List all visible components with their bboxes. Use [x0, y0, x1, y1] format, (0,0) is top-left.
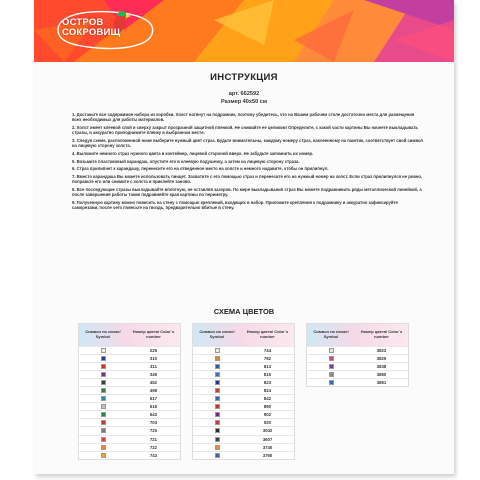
color-number: 720: [149, 428, 158, 434]
symbol-cell: [79, 387, 127, 394]
table-row: [193, 418, 294, 426]
instruction-step: 8. Все последующие стразы выкладывайте вплотную, не оставляя зазоров. По мере выкладывания страз Вы можете подравнивать ряды металлической линейкой, а после завершения работы также подравняйте края картины по периметру.: [72, 187, 422, 198]
dark-square-icon: [215, 428, 220, 433]
dot-icon: [215, 348, 220, 353]
table-row: [79, 402, 180, 410]
product-size: Размер 40x50 см: [220, 99, 268, 105]
instruction-step: 1. Достаньте все содержимое набора из коробки. Холст натянут на подрамник, поэтому убедитесь, что на Вашем рабочем столе достаточно места для размещения всех необходимых для работы материалов.: [72, 112, 415, 123]
purple-square-icon: [215, 412, 220, 417]
color-table-1: [78, 323, 181, 460]
color-number: 452: [149, 380, 158, 386]
symbol-cell: [193, 347, 241, 354]
document-title: ИНСТРУКЦИЯ: [210, 72, 278, 83]
red-square-icon: [101, 437, 106, 442]
green-square-icon: [101, 412, 106, 417]
symbol-cell: [193, 363, 241, 370]
color-table-2: [192, 323, 295, 460]
blue-square-icon: [215, 453, 220, 458]
symbol-cell: [193, 387, 241, 394]
table-row: [79, 378, 180, 386]
table-row: [193, 426, 294, 434]
color-number: 3825: [376, 356, 387, 362]
red-square-icon: [215, 388, 220, 393]
brand-logo: [52, 4, 162, 58]
table-row: [79, 435, 180, 443]
instructions-list: [72, 112, 424, 213]
table-row: [79, 370, 180, 378]
symbol-cell: [193, 452, 241, 459]
table-row: [193, 386, 294, 394]
symbol-cell: [79, 379, 127, 386]
table-row: [79, 346, 180, 354]
color-number: 920: [263, 420, 272, 426]
color-number: 902: [263, 412, 272, 418]
color-number: 722: [149, 444, 158, 450]
table-row: [79, 362, 180, 370]
table-row: [307, 362, 408, 370]
table-row: [79, 443, 180, 451]
color-number: 498: [149, 388, 158, 394]
orange-square-icon: [215, 445, 220, 450]
dark-square-icon: [101, 380, 106, 385]
instruction-step: 3. Следуя схеме, расположенной ниже выберите нужный цвет страз. Будьте внимательны, каждому номеру страз, наклеенному на пакетик, соответствует свой символ на лицевую сторону холста.: [72, 137, 424, 149]
article-info: [34, 90, 454, 106]
number-column-header: Номер цвета/ Color`s number: [127, 324, 180, 346]
symbol-cell: [79, 444, 127, 451]
symbol-cell: [79, 411, 127, 418]
gray-square-icon: [101, 428, 106, 433]
table-row: [79, 418, 180, 426]
symbol-cell: [307, 347, 355, 354]
blue-square-icon: [101, 356, 106, 361]
color-number: 3042: [262, 428, 273, 434]
color-number: 744: [263, 348, 272, 354]
symbol-cell: [79, 403, 127, 410]
blue-square-icon: [215, 372, 220, 377]
color-number: 721: [149, 436, 158, 442]
table-row: [307, 378, 408, 386]
color-number: 518: [149, 404, 158, 410]
color-number: 310: [149, 356, 158, 362]
symbol-column-header: Символ на схеме/ Symbol: [307, 324, 355, 346]
p-letter-icon: [329, 348, 334, 353]
symbol-cell: [193, 371, 241, 378]
color-scheme-title: СХЕМА ЦВЕТОВ: [213, 307, 275, 316]
symbol-cell: [307, 371, 355, 378]
symbol-cell: [79, 436, 127, 443]
color-number: 824: [263, 388, 272, 394]
table-row: [193, 443, 294, 451]
symbol-cell: [193, 379, 241, 386]
instruction-step: 7. Вместо карандаша Вы можете использовать пинцет. Захватите с его помощью страз и перенесите его на нужный номер на холст. Если страз прилипнулся не ровно, поправьте его или снимите с холста и приклейте заново.: [72, 174, 423, 185]
color-number: 743: [149, 452, 158, 458]
dark-square-icon: [215, 437, 220, 442]
symbol-cell: [193, 419, 241, 426]
blue-square-icon: [215, 396, 220, 401]
symbol-column-header: Символ на схеме/ Symbol: [193, 324, 241, 346]
color-number: 517: [149, 396, 158, 402]
table-row: [193, 402, 294, 410]
blue-square-icon: [215, 380, 220, 385]
symbol-cell: [79, 395, 127, 402]
table-row: [307, 370, 408, 378]
color-number: 543: [149, 412, 158, 418]
color-number: 792: [263, 356, 272, 362]
table-row: [307, 346, 408, 354]
s-letter-icon: [101, 348, 106, 353]
table-row: [79, 394, 180, 402]
color-number: 3607: [262, 436, 273, 442]
table-row: [193, 354, 294, 362]
table-row: [193, 370, 294, 378]
symbol-cell: [193, 444, 241, 451]
color-number: 225: [149, 348, 158, 354]
table-header: [193, 324, 294, 346]
color-number: 3760: [262, 452, 273, 458]
symbol-column-header: Символ на схеме/ Symbol: [79, 324, 127, 346]
symbol-cell: [79, 347, 127, 354]
color-number: 842: [263, 396, 272, 402]
purple-square-icon: [101, 372, 106, 377]
orange-square-icon: [101, 453, 106, 458]
article-number: арт. 662592: [228, 91, 260, 97]
table-header: [307, 324, 408, 346]
table-header: [79, 324, 180, 346]
instruction-step: 4. Выложите немного страз нужного цвета в контейнер, лицевой стороной вверх. Не забудьте запомнить их номер.: [72, 150, 314, 156]
color-number: 3860: [376, 372, 387, 378]
red-square-icon: [215, 404, 220, 409]
table-row: [193, 346, 294, 354]
symbol-cell: [79, 371, 127, 378]
brand-name-line1: ОСТРОВ: [62, 17, 104, 28]
color-number: 815: [263, 372, 272, 378]
number-column-header: Номер цвета/ Color`s number: [241, 324, 294, 346]
symbol-cell: [79, 419, 127, 426]
table-row: [79, 451, 180, 459]
instruction-sheet: [34, 0, 454, 474]
color-number: 823: [263, 380, 272, 386]
orange-square-icon: [101, 445, 106, 450]
blue-square-icon: [329, 380, 334, 385]
purple-square-icon: [329, 364, 334, 369]
instruction-step: 5. Возьмите пластиковый карандаш, опустите его в клеевую подушечку, а затем на лицевую сторону страза.: [72, 158, 300, 164]
red-square-icon: [215, 420, 220, 425]
gray-square-icon: [329, 372, 334, 377]
symbol-cell: [193, 403, 241, 410]
table-row: [193, 435, 294, 443]
symbol-cell: [79, 452, 127, 459]
brand-name: [62, 18, 120, 38]
pink-square-icon: [329, 356, 334, 361]
symbol-cell: [307, 355, 355, 362]
color-number: 890: [263, 404, 272, 410]
color-number: 813: [263, 364, 272, 370]
symbol-cell: [79, 427, 127, 434]
table-row: [193, 362, 294, 370]
symbol-cell: [307, 379, 355, 386]
table-row: [79, 426, 180, 434]
color-number: 311: [150, 364, 157, 370]
instruction-step: 9. Полученную картину можно повесить на стену с помощью креплений, входящих в набор. Приложите крепления к подрамнику и аккуратно зафиксируйте саморезами, после чего повесьте на гвоздь, предварительно вбитые в стену.: [72, 199, 398, 211]
symbol-cell: [79, 363, 127, 370]
table-row: [79, 354, 180, 362]
symbol-cell: [79, 355, 127, 362]
table-row: [193, 394, 294, 402]
symbol-cell: [193, 355, 241, 362]
orange-square-icon: [215, 356, 220, 361]
red-x-icon: [101, 364, 106, 369]
color-number: 349: [149, 372, 158, 378]
brand-name-line2: СОКРОВИЩ: [62, 27, 121, 38]
color-table-3: [306, 323, 409, 387]
color-number: 3823: [376, 348, 387, 354]
header-banner: [34, 0, 454, 62]
symbol-cell: [193, 395, 241, 402]
table-row: [193, 451, 294, 459]
instruction-step: 2. Холст имеет клеевой слой и сверху закрыт прозрачной защитной пленкой. Не снимайте ее целиком! Определите, с какой части картины Вы начнете выкладывать стразы, и аккуратно приподнимите пленку в выбранном месте.: [72, 124, 419, 136]
number-column-header: Номер цвета/ Color`s number: [355, 324, 408, 346]
table-row: [79, 386, 180, 394]
blue-square-icon: [215, 364, 220, 369]
symbol-cell: [193, 411, 241, 418]
symbol-cell: [193, 427, 241, 434]
light-square-icon: [101, 404, 106, 409]
color-number: 703: [149, 420, 158, 426]
color-number: 3861: [376, 380, 387, 386]
color-number: 3740: [262, 444, 273, 450]
table-row: [193, 378, 294, 386]
table-row: [193, 410, 294, 418]
symbol-cell: [193, 436, 241, 443]
table-row: [79, 410, 180, 418]
table-row: [307, 354, 408, 362]
red-square-icon: [101, 420, 106, 425]
color-number: 3838: [376, 364, 387, 370]
teal-square-icon: [101, 396, 106, 401]
green-square-icon: [101, 388, 106, 393]
symbol-cell: [307, 363, 355, 370]
instruction-step: 6. Страз прилипнет к карандашу, перенесите его на отведенное место на холсте и немного надавите, чтобы он прилипнул.: [72, 166, 329, 172]
